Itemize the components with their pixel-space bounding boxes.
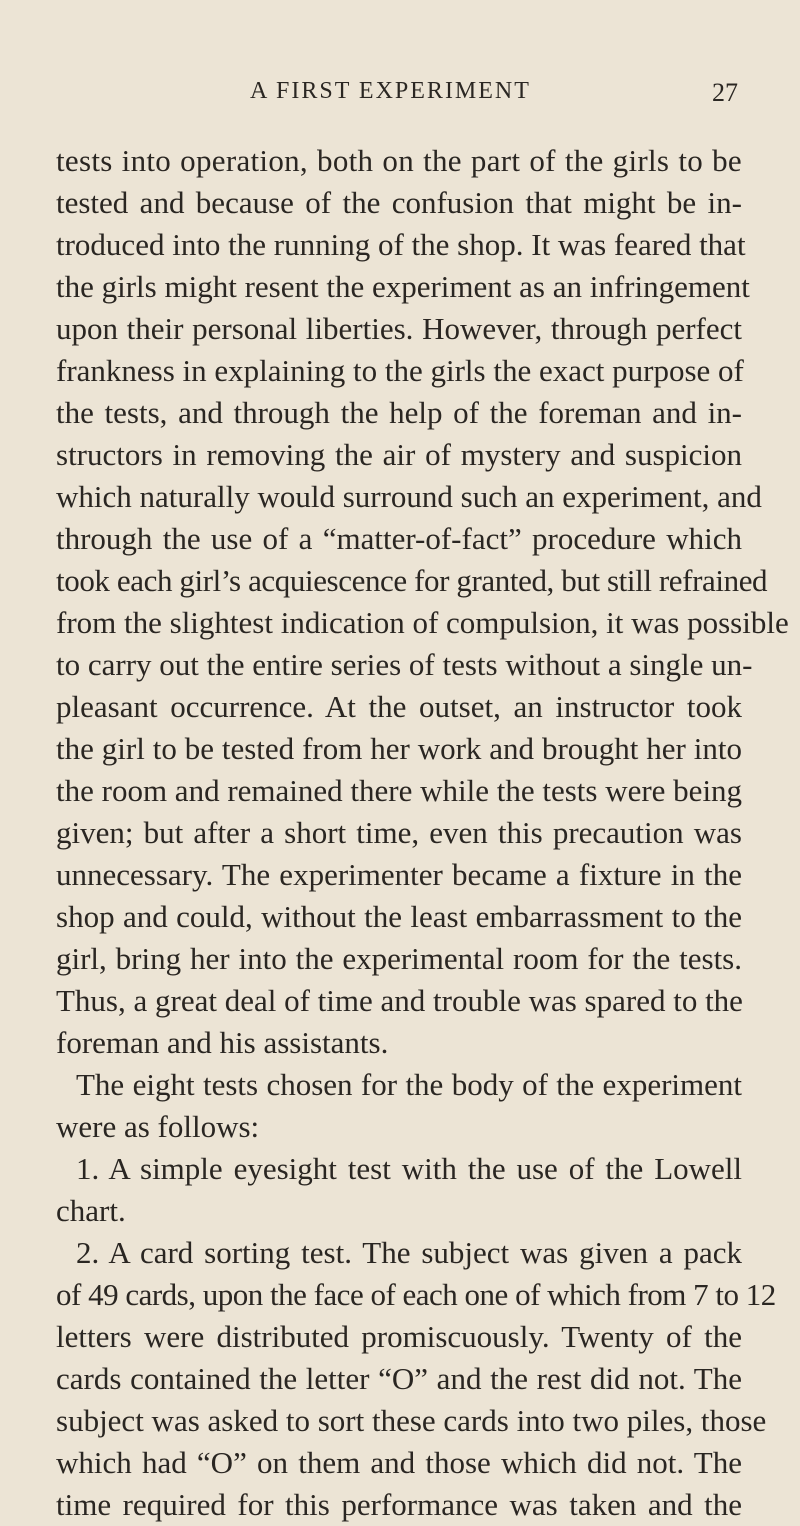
text-line: 1. A simple eyesight test with the use of the Lowell xyxy=(76,1151,742,1186)
text-line: chart. xyxy=(56,1193,126,1228)
text-line: troduced into the running of the shop. It was feared that xyxy=(56,227,746,262)
text-line: the girls might resent the experiment as an infringement xyxy=(56,269,750,304)
text-line: subject was asked to sort these cards into two piles, those xyxy=(56,1403,767,1438)
text-line: 2. A card sorting test. The subject was given a pack xyxy=(76,1235,742,1270)
text-line: shop and could, without the least embarrassment to the xyxy=(56,899,742,934)
text-line: through the use of a “matter-of-fact” procedure which xyxy=(56,521,742,556)
page-number: 27 xyxy=(712,78,738,107)
text-line: girl, bring her into the experimental room for the tests. xyxy=(56,941,742,976)
text-line: the room and remained there while the tests were being xyxy=(56,773,743,808)
text-line: given; but after a short time, even this precaution was xyxy=(56,815,742,850)
text-line: foreman and his assistants. xyxy=(56,1025,389,1060)
text-line: The eight tests chosen for the body of the experiment xyxy=(76,1067,742,1102)
running-head xyxy=(0,78,800,118)
text-line: frankness in explaining to the girls the exact purpose of xyxy=(56,353,744,388)
chapter-title: A FIRST EXPERIMENT xyxy=(250,78,531,104)
text-line: upon their personal liberties. However, through perfect xyxy=(56,311,742,346)
text-line: from the slightest indication of compulsion, it was possible xyxy=(56,605,789,640)
text-line: pleasant occurrence. At the outset, an instructor took xyxy=(56,689,742,724)
text-line: tests into operation, both on the part of the girls to be xyxy=(56,143,742,178)
text-line: were as follows: xyxy=(56,1109,260,1144)
text-line: time required for this performance was taken and the xyxy=(56,1487,742,1522)
text-line: cards contained the letter “O” and the rest did not. The xyxy=(56,1361,742,1396)
text-line: the girl to be tested from her work and brought her into xyxy=(56,731,742,766)
text-line: which had “O” on them and those which did not. The xyxy=(56,1445,742,1480)
body-text xyxy=(56,140,789,1526)
text-line: which naturally would surround such an experiment, and xyxy=(56,479,762,514)
text-line: tested and because of the confusion that might be in- xyxy=(56,185,742,220)
text-line: the tests, and through the help of the foreman and in- xyxy=(56,395,742,430)
text-line: structors in removing the air of mystery and suspicion xyxy=(56,437,742,472)
text-line: Thus, a great deal of time and trouble was spared to the xyxy=(56,983,743,1018)
text-line: to carry out the entire series of tests without a single un- xyxy=(56,647,753,682)
text-line: letters were distributed promiscuously. Twenty of the xyxy=(56,1319,742,1354)
text-line: unnecessary. The experimenter became a fixture in the xyxy=(56,857,742,892)
text-line: took each girl’s acquiescence for granted, but still refrained xyxy=(56,563,768,598)
text-line: of 49 cards, upon the face of each one of which from 7 to 12 xyxy=(56,1277,776,1312)
